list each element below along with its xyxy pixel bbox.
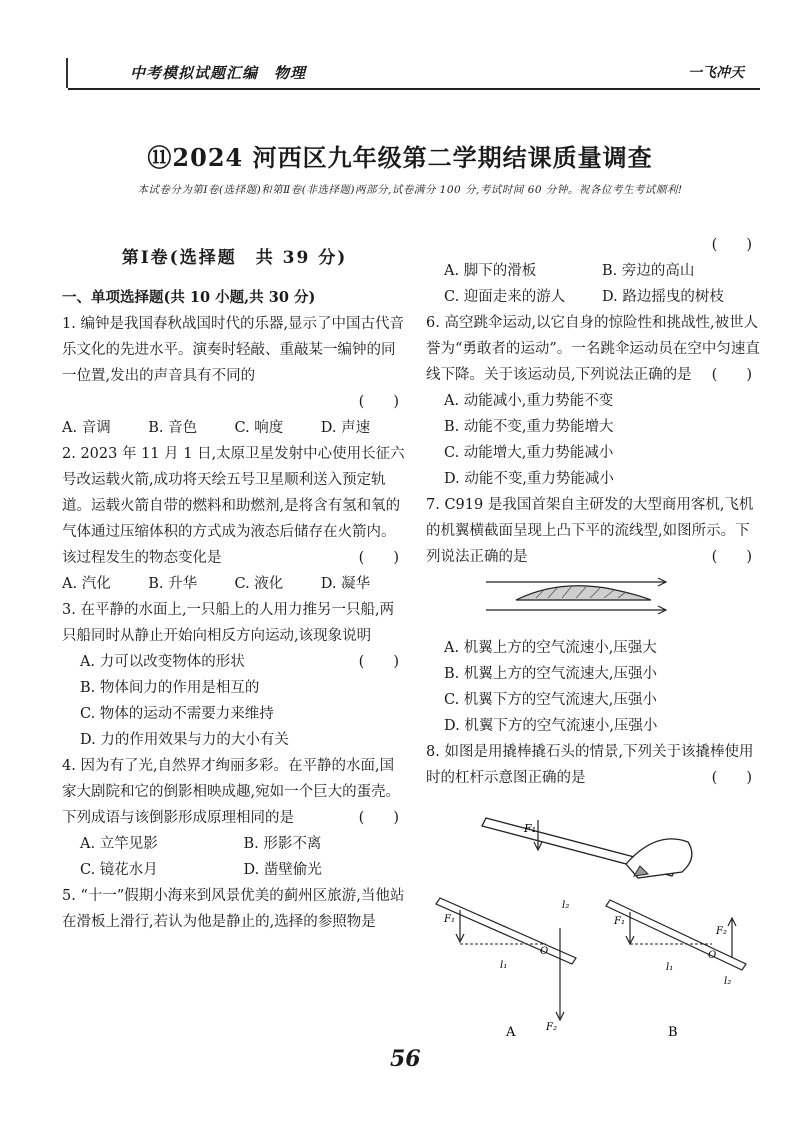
- a-label-l1: l₁: [500, 960, 508, 971]
- section-subtitle: 一、单项选择题(共 10 小题,共 30 分): [62, 289, 316, 306]
- q8-answer-blank: ( ): [711, 770, 752, 786]
- b-label-f2: F₂: [716, 926, 727, 937]
- q3-text-body: 3. 在平静的水面上,一只船上的人用力推另一只船,两只船同时从静止开始向相反方向运动,该现象说明: [62, 602, 395, 644]
- section-title: 第Ⅰ卷(选择题 共 39 分): [121, 248, 348, 268]
- q5-option-b: B. 旁边的高山: [602, 263, 695, 279]
- q2-option-d: D. 凝华: [320, 576, 371, 592]
- q7-option-a: A. 机翼上方的空气流速小,压强大: [444, 640, 657, 656]
- b-label-o: O: [708, 950, 717, 961]
- lever-figure-b: [606, 900, 746, 1040]
- q4-option-c: C. 镜花水月: [80, 862, 158, 878]
- q6-text: [426, 310, 760, 388]
- exam-title: ⑪2024 河西区九年级第二学期结课质量调查: [147, 143, 653, 172]
- question-2: [62, 441, 407, 597]
- lever-bar-a: [436, 898, 576, 964]
- a-label-f1: F₁: [444, 914, 455, 925]
- q4-answer-blank: ( ): [358, 810, 399, 826]
- question-8: [426, 739, 760, 791]
- header-divider: [68, 88, 760, 90]
- q7-option-b: B. 机翼上方的空气流速大,压强小: [444, 666, 657, 682]
- a-label-f2: F₂: [546, 1022, 557, 1033]
- q1-option-b: B. 音色: [148, 420, 198, 436]
- q7-answer-blank: ( ): [711, 549, 752, 565]
- q3-option-b: B. 物体间力的作用是相互的: [80, 680, 260, 696]
- exam-notice: 本试卷分为第Ⅰ卷(选择题)和第Ⅱ卷(非选择题)两部分,试卷满分 100 分,考试时间 60 分钟。祝各位考生考试顺利!: [137, 184, 683, 196]
- right-column: [426, 232, 760, 791]
- b-label-l1: l₁: [666, 962, 674, 973]
- q6-option-a: A. 动能减小,重力势能不变: [444, 393, 614, 409]
- q6-option-b: B. 动能不变,重力势能增大: [444, 419, 614, 435]
- q5-text: 5. “十一”假期小海来到风景优美的蓟州区旅游,当他站在滑板上滑行,若认为他是静止的,选择的参照物是: [62, 888, 405, 930]
- lever-figure-a: [436, 898, 576, 1040]
- question-1: [62, 311, 407, 441]
- q6-answer-blank: ( ): [711, 367, 752, 383]
- q7-text: [426, 492, 760, 570]
- q5-option-d: D. 路边摇曳的树枝: [602, 289, 724, 305]
- q3-option-a: A. 力可以改变物体的形状: [80, 654, 245, 670]
- figure-label-a: A: [506, 1025, 516, 1040]
- q3-option-d: D. 力的作用效果与力的大小有关: [80, 732, 289, 748]
- q4-text-body: 4. 因为有了光,自然界才绚丽多彩。在平静的水面,国家大剧院和它的倒影相映成趣,宛如一个巨大的蛋壳。下列成语与该倒影形成原理相同的是: [62, 758, 401, 826]
- figure-label-b: B: [668, 1025, 678, 1040]
- q8-text: [426, 739, 760, 791]
- question-6: [426, 310, 760, 492]
- q2-option-b: B. 升华: [148, 576, 198, 592]
- q5-option-c: C. 迎面走来的游人: [444, 289, 566, 305]
- q1-option-c: C. 响度: [234, 420, 284, 436]
- q6-option-d: D. 动能不变,重力势能减小: [444, 471, 614, 487]
- q4-text: [62, 753, 407, 831]
- q6-text-body: 6. 高空跳伞运动,以它自身的惊险性和挑战性,被世人誉为“勇敢者的运动”。一名跳伞运动员在空中匀速直线下降。关于该运动员,下列说法正确的是: [426, 315, 760, 383]
- q2-text: [62, 441, 407, 571]
- q2-option-a: A. 汽化: [62, 576, 111, 592]
- header-book-title: 中考模拟试题汇编 物理: [130, 64, 307, 82]
- q7-option-c: C. 机翼下方的空气流速大,压强小: [444, 692, 657, 708]
- q3-answer-blank: ( ): [358, 654, 399, 670]
- a-label-o: O: [540, 946, 549, 957]
- q4-option-a: A. 立竿见影: [80, 836, 158, 852]
- question-5: [62, 883, 407, 935]
- crowbar-scene: [482, 818, 692, 878]
- question-7: [426, 492, 760, 739]
- q8-text-body: 8. 如图是用撬棒撬石头的情景,下列关于该撬棒使用时的杠杆示意图正确的是: [426, 744, 754, 786]
- q1-answer-blank: ( ): [358, 394, 399, 410]
- b-label-l2: l₂: [724, 976, 732, 987]
- q5-option-a: A. 脚下的滑板: [444, 263, 537, 279]
- q3-option-c: C. 物体的运动不需要力来维持: [80, 706, 274, 722]
- b-label-f1: F₁: [614, 916, 625, 927]
- q2-text-body: 2. 2023 年 11 月 1 日,太原卫星发射中心使用长征六号改运载火箭,成功将天绘五号卫星顺利送入预定轨道。运载火箭自带的燃料和助燃剂,是将含有氢和氧的气体通过压缩体积的方式成为液态后储存在火箭内。该过程发生的物态变化是: [62, 446, 405, 566]
- header-brand: 一飞冲天: [688, 65, 744, 81]
- q4-option-b: B. 形影不离: [243, 836, 322, 852]
- question-5-continued: [426, 232, 760, 310]
- q1-option-d: D. 声速: [320, 420, 371, 436]
- q5-answer-blank: ( ): [711, 237, 752, 253]
- q2-answer-blank: ( ): [358, 550, 399, 566]
- q7-text-body: 7. C919 是我国首架自主研发的大型商用客机,飞机的机翼横截面呈现上凸下平的流线型,如图所示。下列说法正确的是: [426, 497, 754, 565]
- q2-option-c: C. 液化: [234, 576, 284, 592]
- question-4: [62, 753, 407, 883]
- question-3: [62, 597, 407, 753]
- q4-option-d: D. 凿壁偷光: [243, 862, 322, 878]
- page-number: 56: [390, 1046, 421, 1072]
- a-label-l2: l₂: [562, 900, 570, 911]
- q7-option-d: D. 机翼下方的空气流速小,压强小: [444, 718, 658, 734]
- q6-option-c: C. 动能增大,重力势能减小: [444, 445, 614, 461]
- label-f1: F₁: [524, 822, 537, 835]
- header-mark: [66, 58, 116, 88]
- q1-text: 1. 编钟是我国春秋战国时代的乐器,显示了中国古代音乐文化的先进水平。演奏时轻敲、重敲某一编钟的同一位置,发出的声音具有不同的: [62, 316, 405, 384]
- left-column: [62, 245, 407, 935]
- q1-option-a: A. 音调: [62, 420, 111, 436]
- lever-figures: [426, 808, 760, 1040]
- wing-airflow-diagram: [426, 570, 760, 626]
